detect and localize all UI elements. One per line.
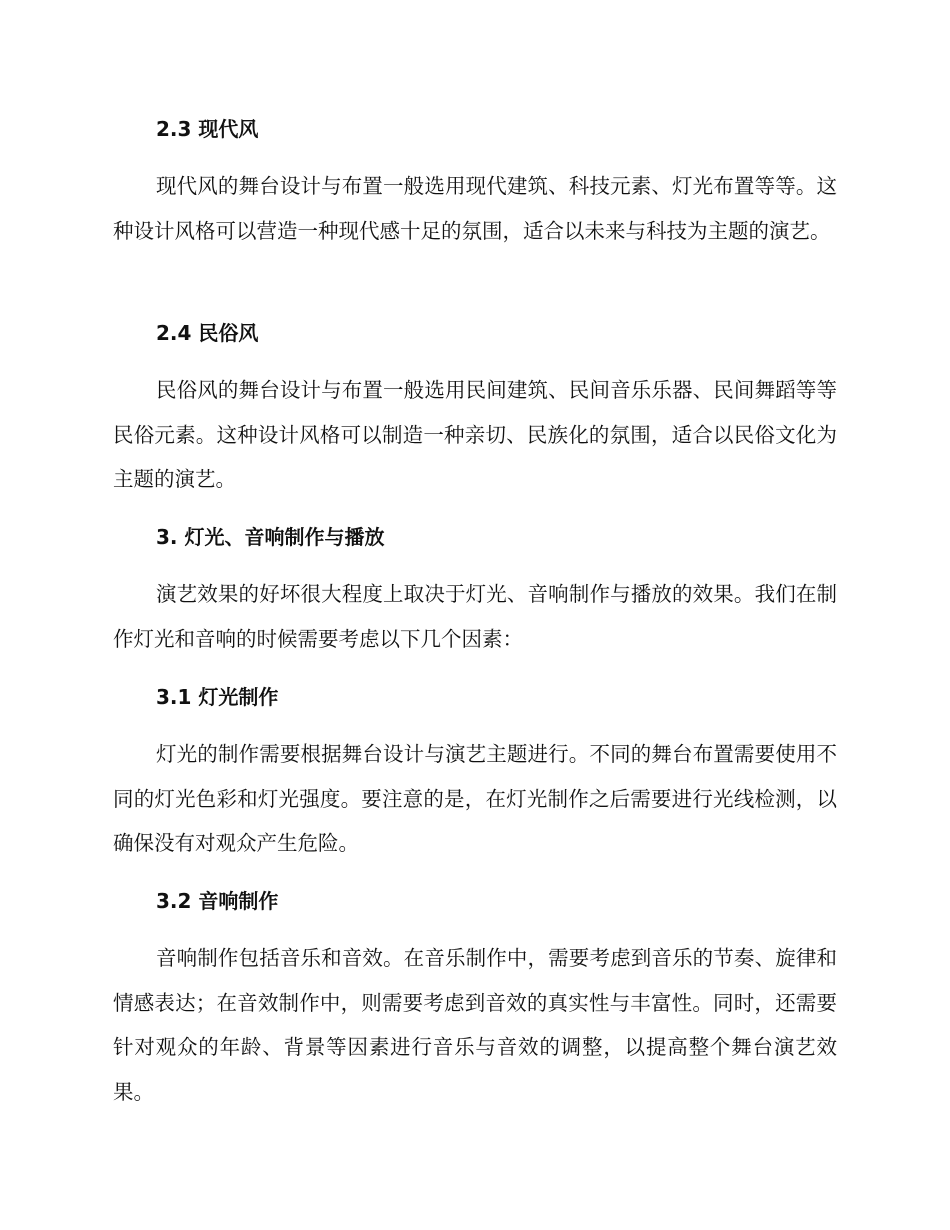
section-paragraph-2-3: 现代风的舞台设计与布置一般选用现代建筑、科技元素、灯光布置等等。这种设计风格可以营造一种现代感十足的氛围，适合以未来与科技为主题的演艺。 — [113, 174, 837, 243]
section-heading-3-2: 3.2 音响制作 — [156, 889, 279, 913]
section-heading-2-4: 2.4 民俗风 — [156, 321, 259, 345]
section-heading-2-3: 2.3 现代风 — [156, 117, 259, 141]
section-paragraph-3-1: 灯光的制作需要根据舞台设计与演艺主题进行。不同的舞台布置需要使用不同的灯光色彩和灯光强度。要注意的是，在灯光制作之后需要进行光线检测，以确保没有对观众产生危险。 — [113, 742, 837, 855]
section-heading-3-1: 3.1 灯光制作 — [156, 685, 279, 709]
section-paragraph-3-2: 音响制作包括音乐和音效。在音乐制作中，需要考虑到音乐的节奏、旋律和情感表达；在音效制作中，则需要考虑到音效的真实性与丰富性。同时，还需要针对观众的年龄、背景等因素进行音乐与音效的调整，以提高整个舞台演艺效果。 — [113, 946, 837, 1104]
section-heading-3: 3. 灯光、音响制作与播放 — [156, 525, 385, 549]
section-paragraph-2-4: 民俗风的舞台设计与布置一般选用民间建筑、民间音乐乐器、民间舞蹈等等民俗元素。这种设计风格可以制造一种亲切、民族化的氛围，适合以民俗文化为主题的演艺。 — [113, 378, 837, 491]
section-paragraph-3: 演艺效果的好坏很大程度上取决于灯光、音响制作与播放的效果。我们在制作灯光和音响的时候需要考虑以下几个因素： — [113, 582, 837, 651]
